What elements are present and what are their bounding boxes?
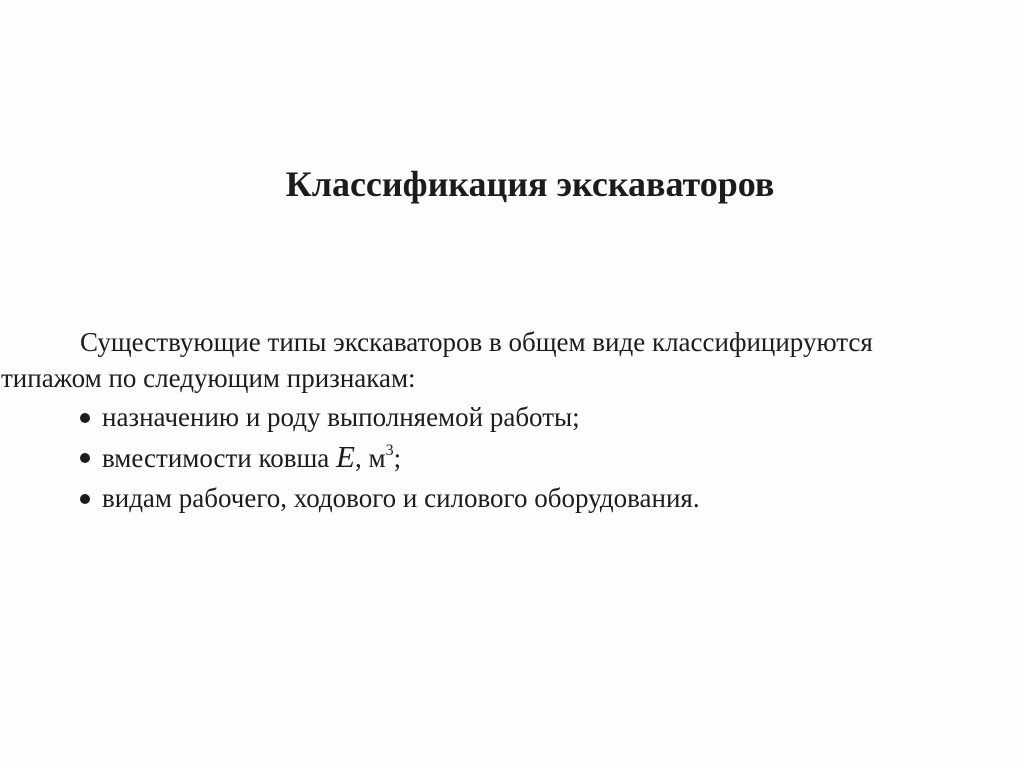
bullet-icon — [80, 494, 90, 504]
slide-title-text: Классификация экскаваторов — [285, 164, 775, 204]
criteria-list — [80, 397, 700, 518]
bullet-icon — [80, 413, 90, 423]
variable-e: E — [336, 439, 355, 474]
list-item-text: видам рабочего, ходового и силового оборудования. — [102, 483, 700, 513]
unit-exponent: 3 — [385, 442, 394, 459]
intro-paragraph-line-1: Существующие типы экскаваторов в общем виде классифицируются — [80, 327, 873, 357]
list-item — [80, 437, 700, 478]
list-item — [80, 478, 700, 518]
list-item — [80, 397, 700, 437]
intro-paragraph-line-2: типажом по следующим признакам: — [1, 363, 416, 393]
list-item-prefix: вместимости ковша — [102, 443, 337, 473]
list-item-text: назначению и роду выполняемой работы; — [102, 402, 580, 432]
slide-title — [0, 162, 1024, 206]
list-item-unit: , м — [354, 443, 386, 473]
bullet-icon — [80, 453, 90, 463]
list-item-suffix: ; — [393, 443, 402, 473]
